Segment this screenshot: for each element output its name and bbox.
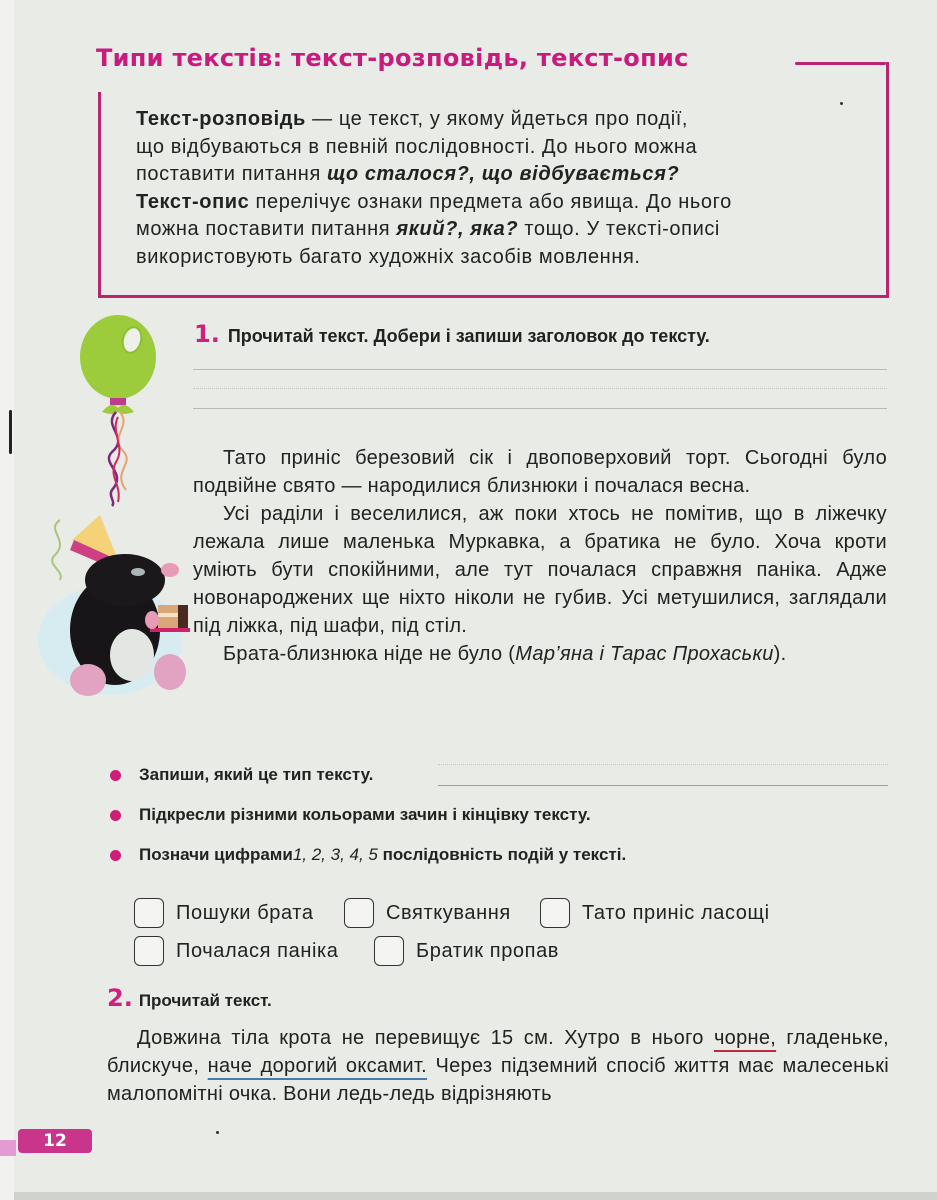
title-answer-line-1[interactable] bbox=[193, 369, 887, 370]
rule-box-border-right bbox=[886, 62, 889, 298]
subtask-underline: Підкресли різними кольорами зачин і кінцівку тексту. bbox=[110, 802, 591, 828]
story-paragraph: Тато приніс березовий сік і двоповерховий торт. Сьогодні було подвійне свято — народилися близнюки і почалася весна. bbox=[193, 447, 887, 497]
number-box[interactable] bbox=[134, 898, 164, 928]
rule-box: Текст-розповідь — це текст, у якому йдеться про події, що відбуваються в певній послідовності. До нього можна поставити питання що сталося?, що відбувається? Текст-опис перелічує ознаки предмета або явища. До нього можна поставити питання який?, яка? тощо. У тексті-описі використовують багато художніх засобів мовлення. bbox=[136, 108, 732, 268]
option-dad-brought-treats[interactable]: Тато приніс ласощі bbox=[540, 896, 770, 930]
task-1-heading bbox=[194, 320, 710, 348]
question-description: який?, яка? bbox=[396, 218, 519, 240]
text-type-answer-line[interactable] bbox=[438, 785, 888, 786]
spine-mark bbox=[9, 410, 12, 454]
number-box[interactable] bbox=[374, 936, 404, 966]
text-type-answer-guide bbox=[438, 764, 888, 765]
page-title: Типи текстів: текст-розповідь, текст-опис bbox=[96, 44, 689, 72]
task-number: 1. bbox=[194, 320, 220, 348]
page-number: 12 bbox=[18, 1129, 92, 1153]
task-instruction: Прочитай текст. bbox=[138, 991, 272, 1010]
title-answer-line-2[interactable] bbox=[193, 408, 887, 409]
speck bbox=[216, 1131, 219, 1134]
title-answer-guide bbox=[193, 388, 887, 389]
bullet-icon bbox=[110, 770, 121, 781]
balloon-icon bbox=[72, 312, 172, 512]
number-box[interactable] bbox=[344, 898, 374, 928]
task-2-heading bbox=[107, 984, 272, 1012]
term-description: Текст-опис bbox=[136, 190, 250, 213]
story-text-2: Довжина тіла крота не перевищує 15 см. Хутро в нього чорне, гладеньке, блискуче, наче дорогий оксамит. Через підземний спосіб життя має малесенькі малопомітні очка. Вони ледь-ледь відрізняють bbox=[107, 1027, 889, 1105]
subtask-sequence: Позначи цифрами 1, 2, 3, 4, 5 послідовність подій у тексті. bbox=[110, 842, 626, 868]
option-search-brother[interactable]: Пошуки брата bbox=[134, 896, 314, 930]
rule-box-border-top bbox=[795, 62, 886, 65]
story-text-1 bbox=[193, 444, 887, 668]
task-instruction: Прочитай текст. Добери і запиши заголовок до тексту. bbox=[227, 326, 710, 346]
page-edge bbox=[0, 0, 14, 1200]
option-panic-started[interactable]: Почалася паніка bbox=[134, 934, 339, 968]
speck bbox=[840, 102, 843, 105]
rule-box-border-bottom bbox=[98, 295, 889, 298]
page-edge-bottom bbox=[14, 1192, 937, 1200]
bullet-icon bbox=[110, 850, 121, 861]
pink-edge-tab bbox=[0, 1140, 16, 1156]
question-narrative: що сталося?, що відбувається? bbox=[327, 163, 680, 185]
story-paragraph: Брата-близнюка ніде не було (Мар’яна і Тарас Прохаськи). bbox=[223, 643, 787, 665]
bullet-icon bbox=[110, 810, 121, 821]
number-box[interactable] bbox=[134, 936, 164, 966]
rule-box-border-left bbox=[98, 92, 101, 298]
number-box[interactable] bbox=[540, 898, 570, 928]
underlined-blue: наче дорогий оксамит. bbox=[207, 1055, 427, 1077]
option-celebration[interactable]: Святкування bbox=[344, 896, 511, 930]
term-narrative: Текст-розповідь bbox=[136, 108, 306, 130]
story-author: Мар’яна і Тарас Прохаськи bbox=[515, 643, 774, 665]
task-number: 2. bbox=[107, 984, 133, 1012]
option-brother-missing[interactable]: Братик пропав bbox=[374, 934, 559, 968]
subtask-text-type: Запиши, який це тип тексту. bbox=[110, 762, 373, 788]
mole-with-cake-icon bbox=[30, 510, 190, 700]
story-paragraph: Усі раділи і веселилися, аж поки хтось не помітив, що в ліжечку лежала лише маленька Муркавка, а братика не було. Хоча кроти уміють бути спокійними, але тут почалася справжня паніка. Адже новонароджених ще ніхто ніколи не губив. Усі метушилися, заглядали під ліжка, під шафи, під стіл. bbox=[193, 503, 887, 637]
underlined-red: чорне, bbox=[713, 1027, 777, 1049]
